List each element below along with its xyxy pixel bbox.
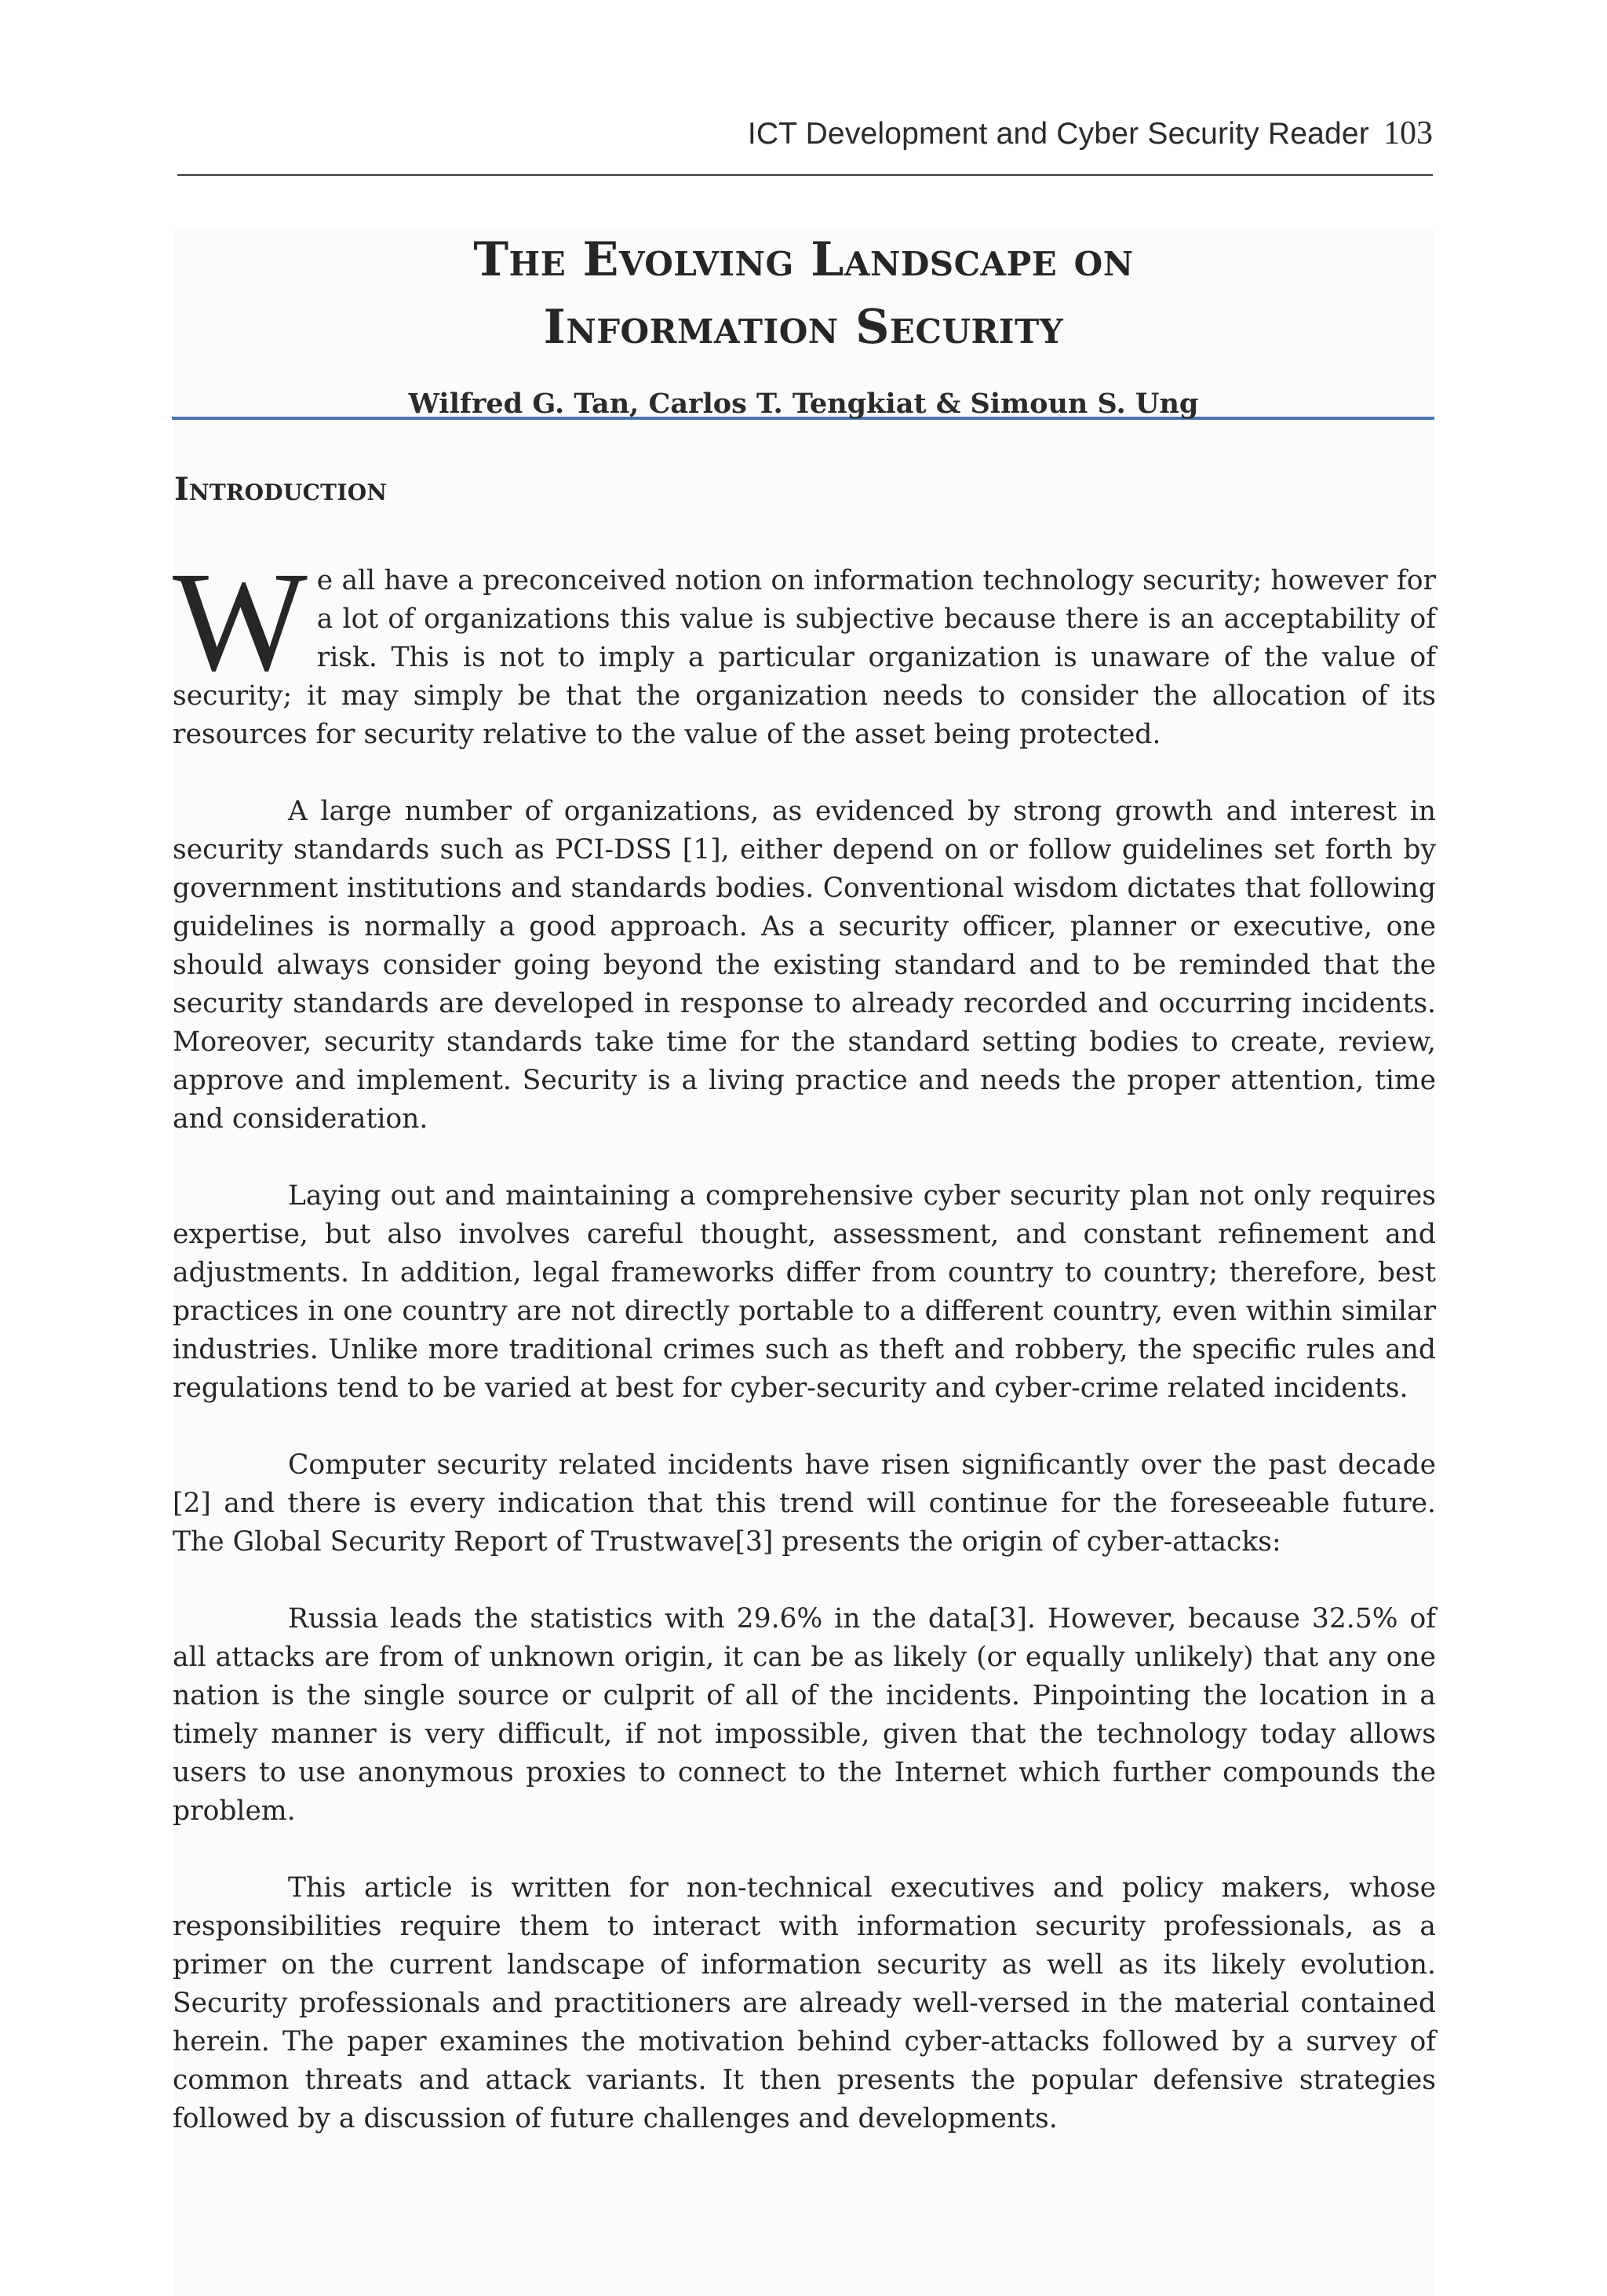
running-header [174,115,1433,152]
section-heading-introduction: Introduction [174,471,388,508]
running-title: ICT Development and Cyber Security Reader [747,117,1369,151]
page-number: 103 [1383,115,1433,151]
paragraph-1-text: e all have a preconceived notion on information technology security; however for a lot of organizations this value is subjective because there is an acceptability of risk. This is not to imply a particular organization is unaware of the value of security; it may simply be that the organization needs to consider the allocation of its resources for security relative to the value of the asset being protected. [173,565,1436,750]
article-title [174,226,1433,361]
paragraph-4: Computer security related incidents have risen significantly over the past decade [2] and there is every indication that this trend will continue for the foreseeable future. The Global Security Report of Trustwave[3] presents the origin of cyber-attacks: [173,1449,1436,1558]
paragraph-5: Russia leads the statistics with 29.6% in the data[3]. However, because 32.5% of all attacks are from of unknown origin, it can be as likely (or equally unlikely) that any one nation is the single source or culprit of all of the incidents. Pinpointing the location in a timely manner is very difficult, if not impossible, given that the technology today allows users to use anonymous proxies to connect to the Internet which further compounds the problem. [173,1603,1436,1827]
paragraph-6: This article is written for non-technical executives and policy makers, whose responsibilities require them to interact with information security professionals, as a primer on the current landscape of information security as well as its likely evolution. Security professionals and practitioners are already well-versed in the material contained herein. The paper examines the motivation behind cyber-attacks followed by a survey of common threats and attack variants. It then presents the popular defensive strategies followed by a discussion of future challenges and developments. [173,1872,1436,2134]
header-divider [177,174,1433,176]
title-line-1: The Evolving Landscape on [473,232,1134,287]
article-body [173,543,1436,2177]
title-line-2: Information Security [543,300,1064,355]
paragraph-2: A large number of organizations, as evidenced by strong growth and interest in security standards such as PCI-DSS [1], either depend on or follow guidelines set forth by government institutions and standards bodies. Conventional wisdom dictates that following guidelines is normally a good approach. As a security officer, planner or executive, one should always consider going beyond the existing standard and to be reminded that the security standards are developed in response to already recorded and occurring incidents. Moreover, security standards take time for the standard setting bodies to create, review, approve and implement. Security is a living practice and needs the proper attention, time and consideration. [173,796,1436,1135]
drop-cap: W [173,543,308,701]
paragraph-3: Laying out and maintaining a comprehensive cyber security plan not only requires expertise, but also involves careful thought, assessment, and constant refinement and adjustments. In addition, legal frameworks differ from country to country; therefore, best practices in one country are not directly portable to a different country, even within similar industries. Unlike more traditional crimes such as theft and robbery, the specific rules and regulations tend to be varied at best for cyber-security and cyber-crime related incidents. [173,1180,1436,1404]
author-byline: Wilfred G. Tan, Carlos T. Tengkiat & Simoun S. Ung [408,388,1199,420]
paragraph-1 [173,543,1436,754]
